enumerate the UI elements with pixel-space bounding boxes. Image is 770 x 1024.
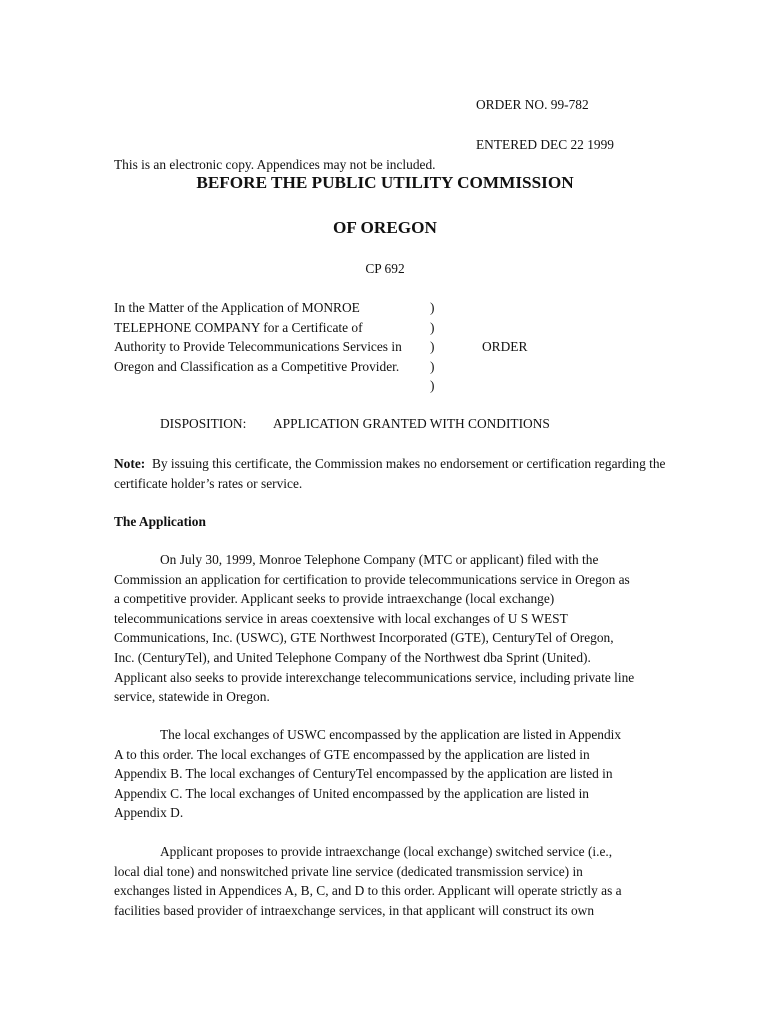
paragraph-line: telecommunications service in areas coextensive with local exchanges of U S WEST — [114, 610, 568, 626]
paragraph-line: Applicant proposes to provide intraexchange (local exchange) switched service (i.e., — [160, 844, 613, 859]
paragraph-line: Appendix D. — [114, 805, 184, 821]
case-caption — [114, 298, 434, 376]
paragraph-line: facilities based provider of intraexchange services, in that applicant will construct its own — [114, 902, 595, 918]
caption-line: In the Matter of the Application of MONROE — [114, 300, 360, 315]
order-label: ORDER — [482, 339, 528, 354]
commission-title-text: BEFORE THE PUBLIC UTILITY COMMISSION — [196, 173, 574, 192]
note-text: By issuing this certificate, the Commission makes no endorsement or certification regarding the certificate holder’s rates or service. — [114, 456, 666, 491]
paragraph-line: Appendix C. The local exchanges of United encompassed by the application are listed in — [114, 785, 589, 801]
docket-number: CP 692 — [365, 261, 405, 276]
paragraph-line: Applicant also seeks to provide interexchange telecommunications service, including private line — [114, 669, 635, 685]
paragraph-local-exchanges — [114, 725, 674, 823]
entered-date: ENTERED DEC 22 1999 — [476, 137, 614, 152]
caption-line: Authority to Provide Telecommunications Services in — [114, 339, 402, 355]
caption-paren: ) — [430, 358, 435, 374]
paragraph-line: a competitive provider. Applicant seeks to provide intraexchange (local exchange) — [114, 591, 555, 607]
caption-paren: ) — [430, 339, 435, 355]
order-number: ORDER NO. 99-782 — [476, 97, 589, 112]
disposition-value: APPLICATION GRANTED WITH CONDITIONS — [273, 416, 550, 431]
paragraph-line: service, statewide in Oregon. — [114, 689, 270, 705]
caption-paren: ) — [430, 300, 435, 315]
commission-title — [0, 172, 770, 194]
caption-line: Oregon and Classification as a Competitive Provider. — [114, 358, 400, 374]
caption-paren: ) — [430, 319, 435, 335]
paragraph-line: Appendix B. The local exchanges of CenturyTel encompassed by the application are listed in — [114, 766, 613, 782]
electronic-copy-notice: This is an electronic copy. Appendices may not be included. — [114, 157, 436, 172]
note-paragraph — [114, 454, 674, 493]
paragraph-line: The local exchanges of USWC encompassed by the application are listed in Appendix — [160, 727, 622, 742]
paragraph-line: local dial tone) and nonswitched private line service (dedicated transmission service) in — [114, 863, 583, 879]
section-heading: The Application — [114, 514, 206, 529]
commission-subtitle: OF OREGON — [333, 218, 437, 237]
paragraph-application-filed — [114, 550, 674, 707]
paragraph-line: A to this order. The local exchanges of GTE encompassed by the application are listed in — [114, 746, 590, 762]
paragraph-line: exchanges listed in Appendices A, B, C, and D to this order. Applicant will operate strictly as a — [114, 883, 622, 899]
paragraph-line: Inc. (CenturyTel), and United Telephone Company of the Northwest dba Sprint (United). — [114, 649, 591, 665]
caption-paren: ) — [430, 378, 435, 394]
note-label: Note: — [114, 456, 146, 471]
paragraph-line: On July 30, 1999, Monroe Telephone Company (MTC or applicant) filed with the — [160, 552, 599, 567]
disposition-label: DISPOSITION: — [160, 416, 247, 431]
caption-parens — [430, 298, 442, 396]
paragraph-line: Commission an application for certification to provide telecommunications service in Oregon as — [114, 571, 630, 587]
caption-line: TELEPHONE COMPANY for a Certificate of — [114, 319, 363, 335]
paragraph-proposed-services — [114, 842, 674, 920]
paragraph-line: Communications, Inc. (USWC), GTE Northwest Incorporated (GTE), CenturyTel of Oregon, — [114, 630, 614, 646]
